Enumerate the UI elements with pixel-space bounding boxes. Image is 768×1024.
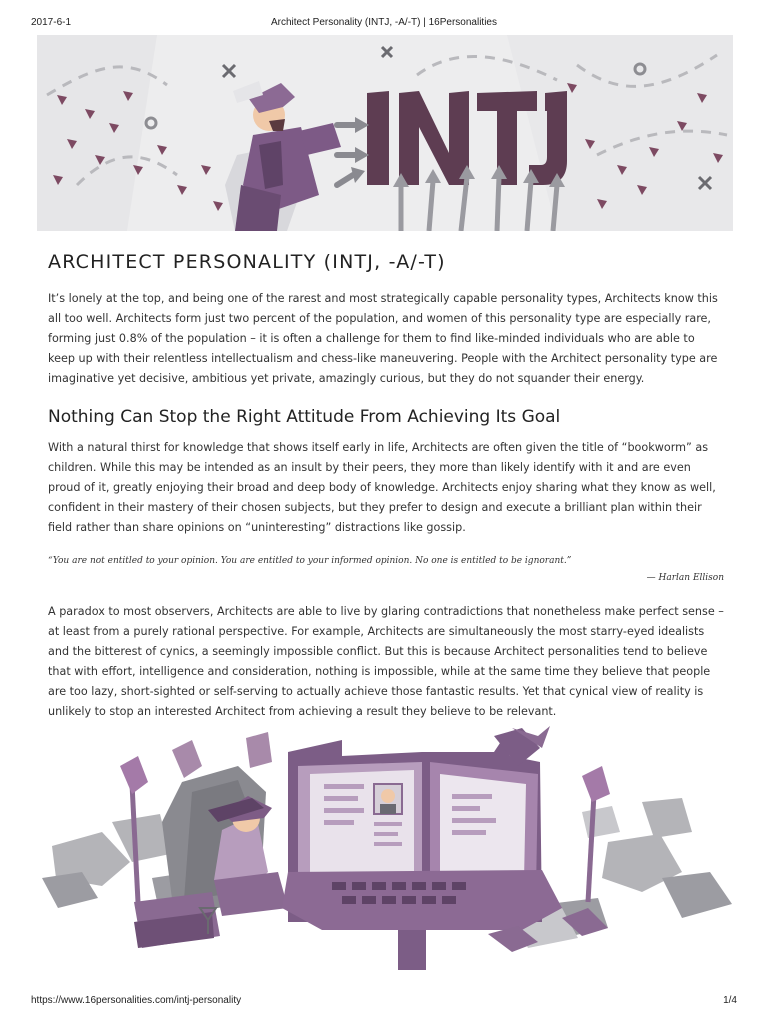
page-url: https://www.16personalities.com/intj-personality — [31, 995, 242, 1006]
print-header — [0, 0, 768, 34]
architect-illustration — [42, 722, 732, 978]
section-paragraph-2: A paradox to most observers, Architects are able to live by glaring contradictions that nonetheless make perfect sense – at least from a purely rational perspective. For example, Architects are simultaneously the most starry-eyed idealists and the bitterest of cynics, a seemingly impossible conflict. But this is because Architect personalities tend to believe that with effort, intelligence and consideration, nothing is impossible, while at the same time they believe that people are too lazy, short-sighted or self-serving to actually achieve those fantastic results. Yet that cynical view of reality is unlikely to stop an interested Architect from achieving a result they believe to be relevant. — [48, 605, 724, 718]
hero-illustration — [37, 35, 733, 231]
architect-scene-image — [42, 722, 732, 978]
article-content — [48, 250, 724, 722]
print-date: 2017-6-1 — [31, 17, 72, 28]
page-number: 1/4 — [723, 995, 737, 1006]
section-heading: Nothing Can Stop the Right Attitude From Achieving Its Goal — [48, 407, 561, 427]
quote-author: — Harlan Ellison — [646, 573, 724, 583]
print-footer — [0, 990, 768, 1014]
intro-paragraph: It’s lonely at the top, and being one of the rarest and most strategically capable personality types, Architects know this all too well. Architects form just two percent of the population, and women of this personality type are especially rare, forming just 0.8% of the population – it is often a challenge for them to find like-minded individuals who are able to keep up with their relentless intellectualism and chess-like maneuvering. People with the Architect personality type are imaginative yet decisive, ambitious yet private, amazingly curious, but they do not squander their energy. — [48, 292, 718, 385]
quote-text: “You are not entitled to your opinion. You are entitled to your informed opinion. No one is entitled to be ignorant.” — [48, 556, 572, 566]
print-title: Architect Personality (INTJ, -A/-T) | 16Personalities — [271, 17, 497, 28]
hero-banner — [37, 35, 733, 231]
page-title: ARCHITECT PERSONALITY (INTJ, -A/-T) — [48, 251, 446, 273]
section-paragraph-1: With a natural thirst for knowledge that shows itself early in life, Architects are often given the title of “bookworm” as children. While this may be intended as an insult by their peers, they more than likely identify with it and are even proud of it, greatly enjoying their broad and deep body of knowledge. Architects enjoy sharing what they know as well, confident in their mastery of their chosen subjects, but they prefer to design and execute a brilliant plan within their field rather than share opinions on “uninteresting” distractions like gossip. — [48, 441, 716, 534]
